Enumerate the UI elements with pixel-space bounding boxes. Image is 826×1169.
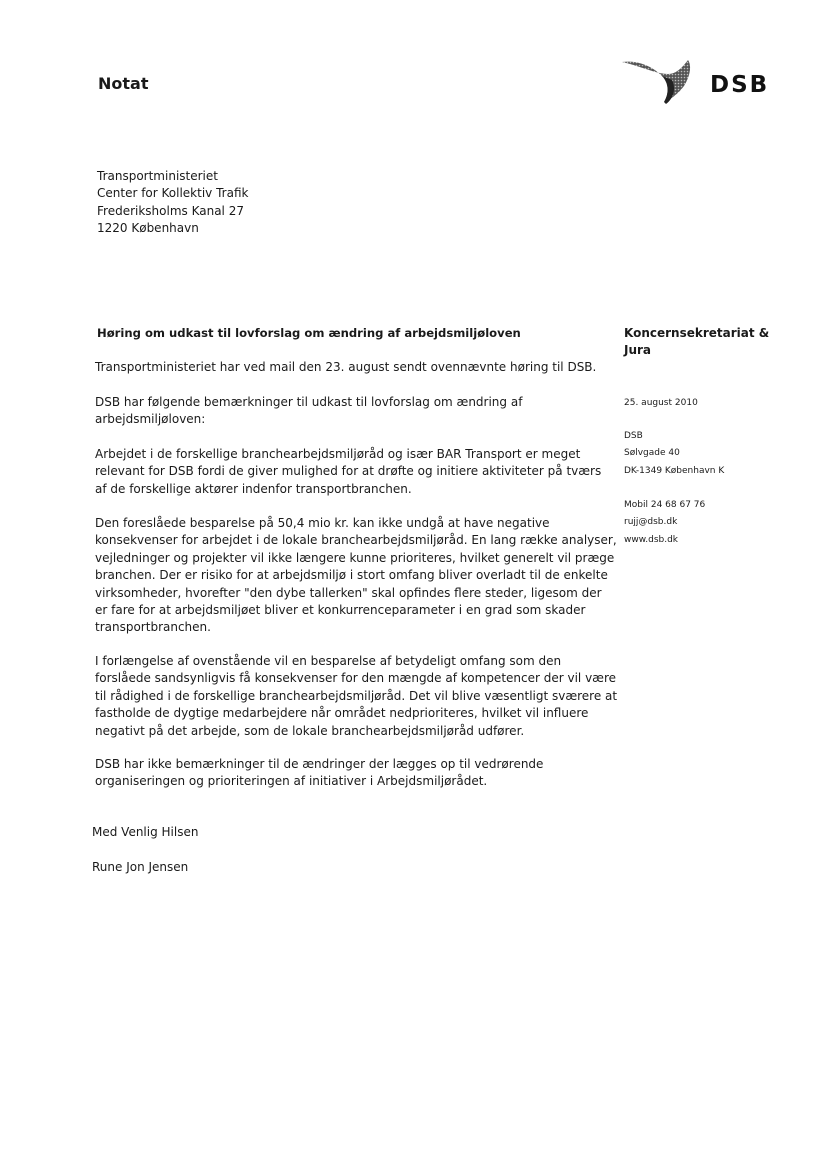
- address-line: Center for Kollektiv Trafik: [97, 186, 249, 201]
- paragraph-line: Den foreslåede besparelse på 50,4 mio kr. kan ikke undgå at have negative: [95, 516, 550, 530]
- contact-info: [624, 497, 705, 549]
- paragraph-line: Arbejdet i de forskellige branchearbejdsmiljøråd og især BAR Transport er meget: [95, 447, 581, 461]
- recipient-address: [97, 168, 248, 237]
- paragraph-line: arbejdsmiljøloven:: [95, 412, 206, 427]
- paragraph-line: DSB har ikke bemærkninger til de ændringer der lægges op til vedrørende: [95, 757, 544, 771]
- address-line: Frederiksholms Kanal 27: [97, 203, 244, 218]
- paragraph-line: negativt på det arbejde, som de lokale branchearbejdsmiljøråd udfører.: [95, 723, 525, 738]
- email-link[interactable]: rujj@dsb.dk: [624, 517, 678, 528]
- paragraph: [95, 515, 617, 637]
- paragraph: [95, 756, 595, 791]
- paragraph-line: DSB har følgende bemærkninger til udkast til lovforslag om ændring af: [95, 395, 523, 409]
- paragraph-line: fastholde de dygtige medarbejdere når området nedprioriteres, hvilket vil influere: [95, 706, 589, 721]
- paragraph-line: forslåede sandsynligvis få konsekvenser for den mængde af kompetencer der vil være: [95, 671, 617, 686]
- document-title: Notat: [98, 74, 149, 93]
- department-line: Koncernsekretariat &: [624, 326, 770, 340]
- document-date: 25. august 2010: [624, 398, 698, 408]
- paragraph: [95, 394, 595, 429]
- paragraph-line: transportbranchen.: [95, 620, 211, 635]
- paragraph-line: organiseringen og prioriteringen af initiativer i Arbejdsmiljørådet.: [95, 774, 488, 789]
- address-line: 1220 København: [97, 220, 199, 235]
- paragraph-line: af de forskellige aktører indenfor transportbranchen.: [95, 481, 412, 496]
- department-line: Jura: [624, 343, 652, 357]
- paragraph-line: branchen. Der er risiko for at arbejdsmiljø i stort omfang bliver overladt til de enkelte: [95, 568, 608, 583]
- logo-text: DSB: [710, 72, 770, 98]
- paragraph-line: virksomheder, hvorefter "den dybe tallerken" skal opfindes flere steder, ligesom der: [95, 585, 602, 600]
- paragraph-line: konsekvenser for arbejdet i de lokale branchearbejdsmiljøråd. En lang række analyser,: [95, 533, 617, 548]
- sender-address: [624, 428, 724, 480]
- paragraph-line: vejledninger og projekter vil ikke længere kunne prioriteres, hvilket generelt vil præge: [95, 550, 615, 565]
- signature-name: Rune Jon Jensen: [92, 860, 189, 874]
- paragraph-line: er fare for at arbejdsmiljøet bliver et konkurrenceparameter i en grad som skader: [95, 603, 586, 618]
- paragraph-line: Transportministeriet har ved mail den 23. august sendt ovennævnte høring til DSB.: [95, 360, 597, 374]
- closing-greeting: Med Venlig Hilsen: [92, 825, 199, 839]
- dsb-logo: [620, 58, 780, 108]
- subject-heading: Høring om udkast til lovforslag om ændring af arbejdsmiljøloven: [97, 326, 521, 340]
- paragraph-line: til rådighed i de forskellige branchearbejdsmiljøråd. Det vil blive væsentligt sværere at: [95, 688, 618, 703]
- company-name: DSB: [624, 431, 643, 441]
- dsb-logo-wing-icon: [620, 58, 710, 108]
- postal-address: DK-1349 København K: [624, 465, 725, 476]
- paragraph-line: I forlængelse af ovenstående vil en besparelse af betydeligt omfang som den: [95, 654, 562, 668]
- paragraph: [95, 653, 618, 740]
- department-name: [624, 325, 774, 359]
- website-link[interactable]: www.dsb.dk: [624, 534, 679, 545]
- paragraph: [95, 446, 602, 498]
- paragraph-line: relevant for DSB fordi de giver mulighed for at drøfte og initiere aktiviteter på tværs: [95, 464, 602, 479]
- address-line: Transportministeriet: [97, 169, 218, 183]
- paragraph: [95, 359, 595, 376]
- street-address: Sølvgade 40: [624, 448, 680, 459]
- mobile-number: Mobil 24 68 67 76: [624, 500, 706, 510]
